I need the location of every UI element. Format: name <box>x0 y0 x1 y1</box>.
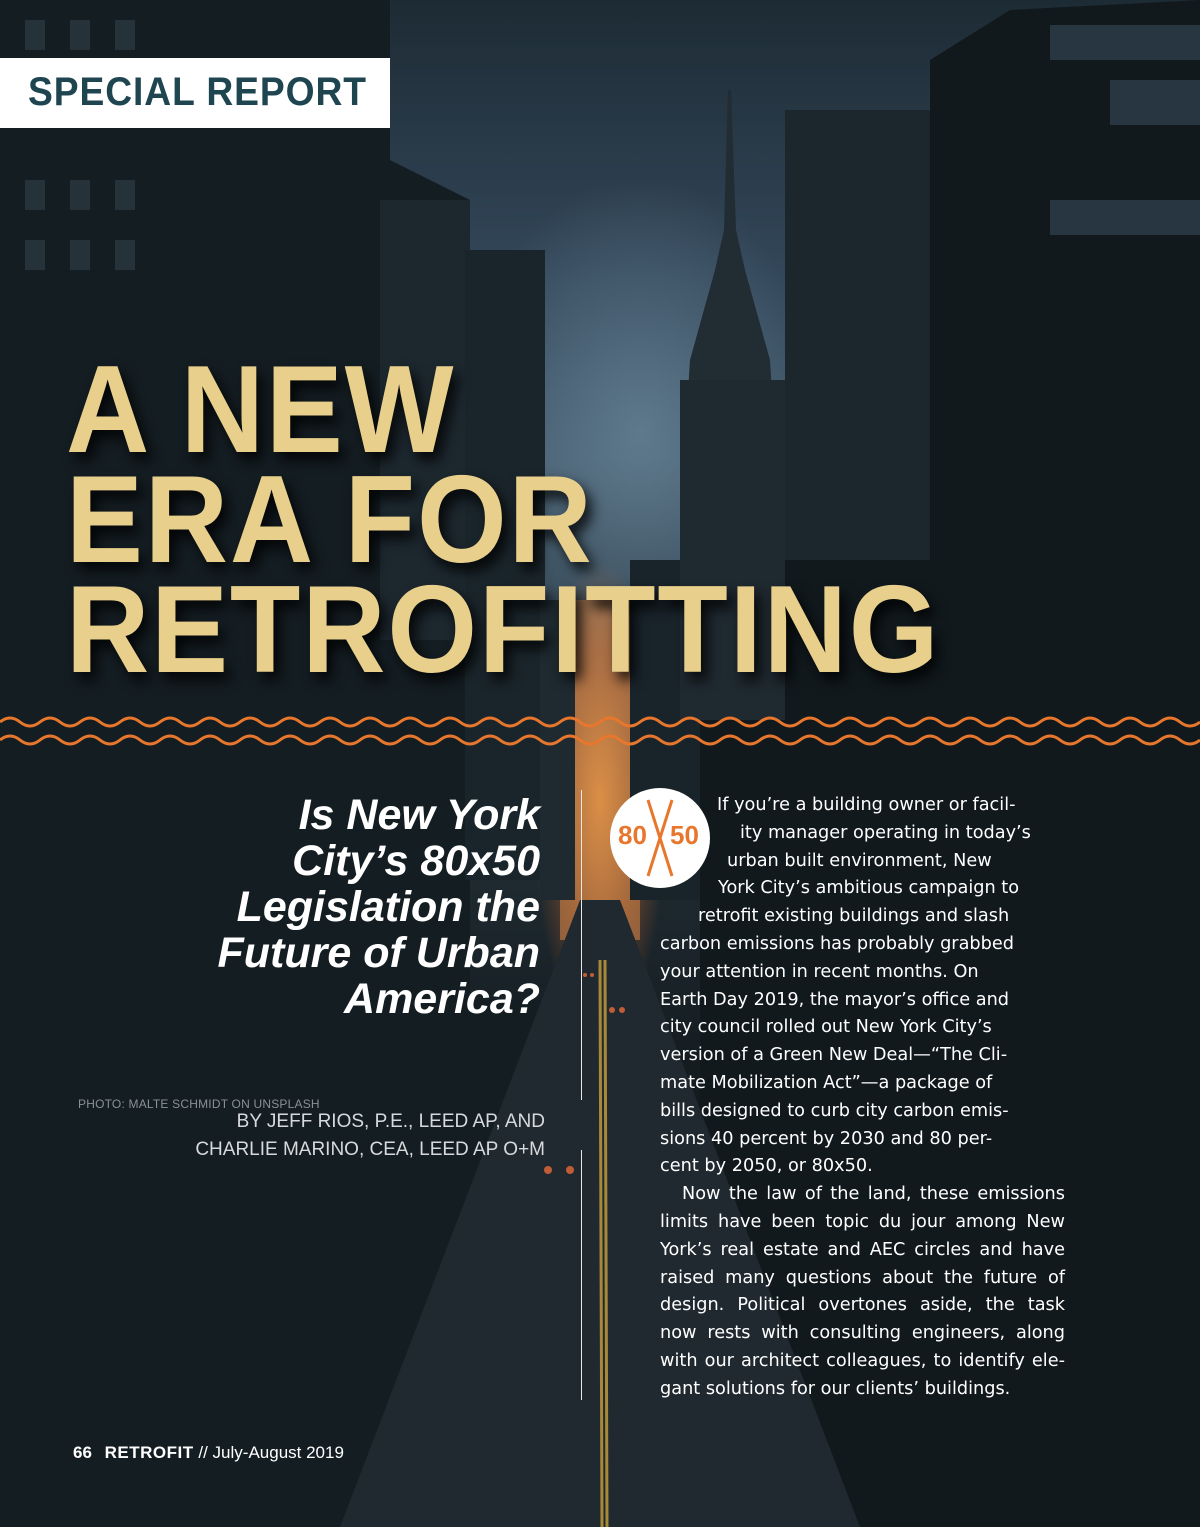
article-headline <box>66 341 941 699</box>
body-line: urban built environment, New <box>727 850 992 871</box>
article-subhead <box>100 792 540 1022</box>
column-divider <box>581 790 582 1100</box>
body-line: bills designed to curb city carbon emis- <box>660 1100 1009 1121</box>
body-line: retrofit existing buildings and slash <box>698 906 1010 927</box>
body-line: York City’s ambitious campaign to <box>718 878 1020 899</box>
page-number: 66 <box>73 1443 92 1462</box>
badge-number-right: 50 <box>670 820 699 850</box>
headline-line-1: A NEW <box>66 341 456 479</box>
column-divider-lower <box>581 1150 582 1400</box>
body-line: carbon emissions has probably grabbed <box>660 933 1014 954</box>
page-footer <box>73 1443 344 1463</box>
issue-date: // July-August 2019 <box>198 1443 344 1462</box>
subhead-line-5: America? <box>344 975 540 1023</box>
wavy-divider <box>0 712 1200 752</box>
headline-line-2: ERA FOR <box>66 451 594 589</box>
body-line: sions 40 percent by 2030 and 80 per- <box>660 1128 993 1149</box>
subhead-line-1: Is New York <box>298 791 540 839</box>
body-line: If you’re a building owner or facil- <box>717 795 1016 815</box>
magazine-name: RETROFIT <box>104 1443 194 1462</box>
badge-number-left: 80 <box>618 820 647 850</box>
author-byline <box>80 1108 545 1164</box>
body-line: Earth Day 2019, the mayor’s office and <box>660 989 1010 1010</box>
body-line: mate Mobilization Act”—a package of <box>660 1072 993 1093</box>
special-report-banner <box>0 58 390 128</box>
byline-line-1: BY JEFF RIOS, P.E., LEED AP, AND <box>236 1111 545 1132</box>
body-line: ity manager operating in today’s <box>740 822 1031 843</box>
body-line: cent by 2050, or 80x50. <box>660 1156 873 1177</box>
byline-line-2: CHARLIE MARINO, CEA, LEED AP O+M <box>195 1139 545 1160</box>
subhead-line-3: Legislation the <box>236 883 540 931</box>
article-body <box>660 792 1065 1404</box>
body-paragraph-2: Now the law of the land, these emissions limits have been topic du jour among New York’s real estate and AEC circles and have raised many questions about the future of design. Political overtones aside, the task now rests with consulting engineers, along with our architect colleagues, to identify elegant solutions for our clients’ buildings. <box>660 1184 1065 1399</box>
photo-credit: PHOTO: MALTE SCHMIDT ON UNSPLASH <box>78 1097 320 1111</box>
banner-label: SPECIAL REPORT <box>28 70 367 114</box>
headline-line-3: RETROFITTING <box>66 561 941 699</box>
body-line: city council rolled out New York City’s <box>660 1017 992 1038</box>
subhead-line-2: City’s 80x50 <box>292 837 540 885</box>
body-line: your attention in recent months. On <box>660 961 979 982</box>
body-paragraph-1 <box>660 792 1065 1181</box>
body-line: version of a Green New Deal—“The Cli- <box>660 1045 1008 1066</box>
subhead-line-4: Future of Urban <box>217 929 540 977</box>
